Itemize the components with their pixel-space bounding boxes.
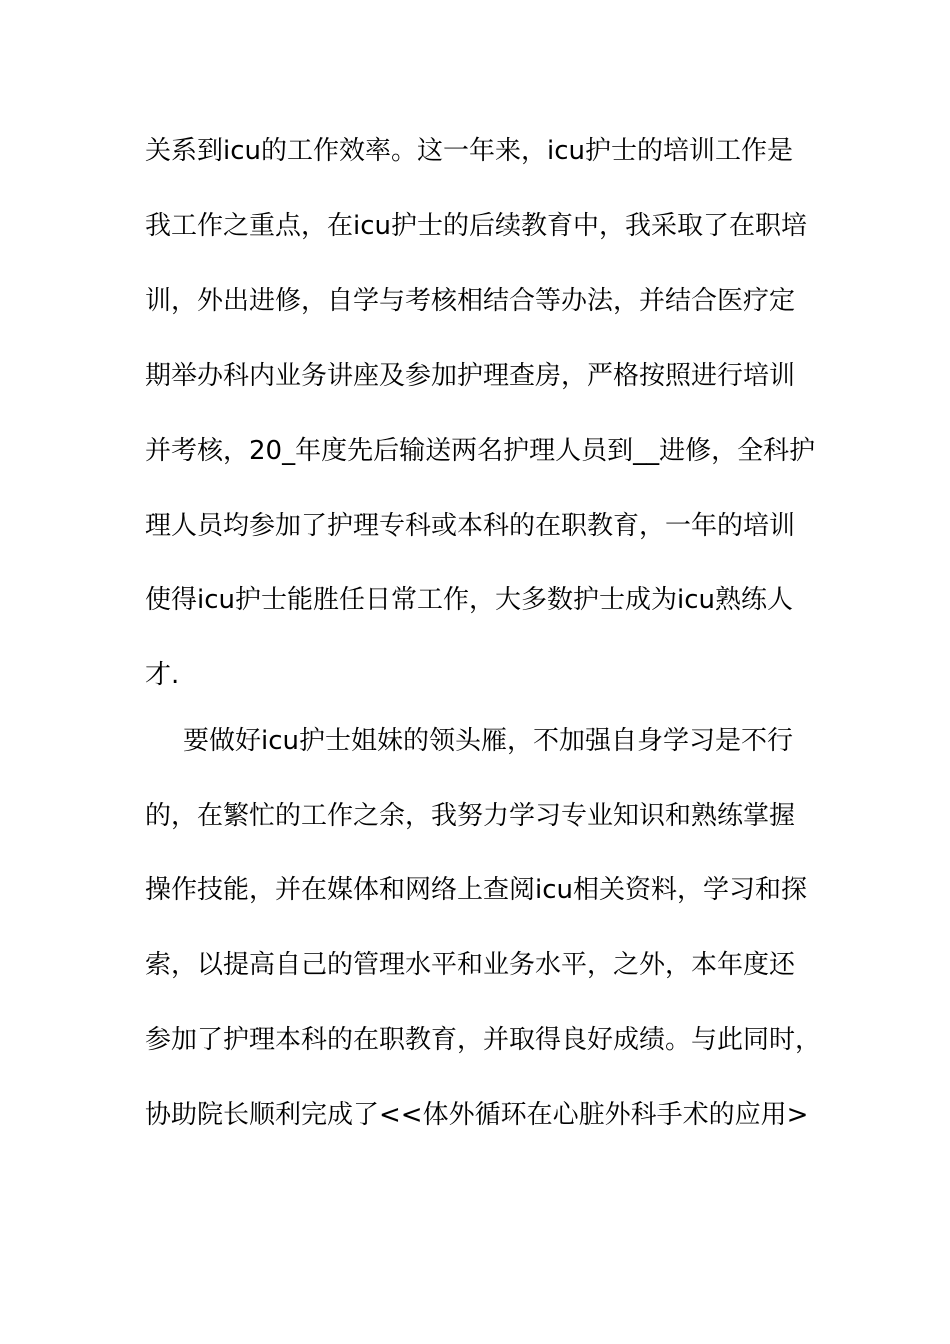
paragraph-1-line-8: 才. <box>145 660 180 690</box>
paragraph-2-line-2: 的，在繁忙的工作之余，我努力学习专业知识和熟练掌握 <box>145 801 796 831</box>
paragraph-1-line-6: 理人员均参加了护理专科或本科的在职教育，一年的培训 <box>145 511 796 541</box>
paragraph-2-line-1: 要做好icu护士姐妹的领头雁，不加强自身学习是不行 <box>183 726 793 756</box>
paragraph-1-line-1: 关系到icu的工作效率。这一年来，icu护士的培训工作是 <box>145 136 793 166</box>
paragraph-1-line-2: 我工作之重点，在icu护士的后续教育中，我采取了在职培 <box>145 211 807 241</box>
paragraph-2-line-4: 索，以提高自己的管理水平和业务水平，之外，本年度还 <box>145 950 796 980</box>
paragraph-2-line-5: 参加了护理本科的在职教育，并取得良好成绩。与此同时， <box>145 1025 822 1055</box>
paragraph-1-line-4: 期举办科内业务讲座及参加护理查房，严格按照进行培训 <box>145 361 796 391</box>
paragraph-2-line-6: 协助院长顺利完成了<<体外循环在心脏外科手术的应用> <box>145 1100 809 1130</box>
paragraph-1-line-3: 训，外出进修，自学与考核相结合等办法，并结合医疗定 <box>145 286 796 316</box>
paragraph-1-line-7: 使得icu护士能胜任日常工作，大多数护士成为icu熟练人 <box>145 585 793 615</box>
paragraph-1-line-5: 并考核，20_年度先后输送两名护理人员到__进修，全科护 <box>145 436 816 466</box>
paragraph-2-line-3: 操作技能，并在媒体和网络上查阅icu相关资料，学习和探 <box>145 875 807 905</box>
